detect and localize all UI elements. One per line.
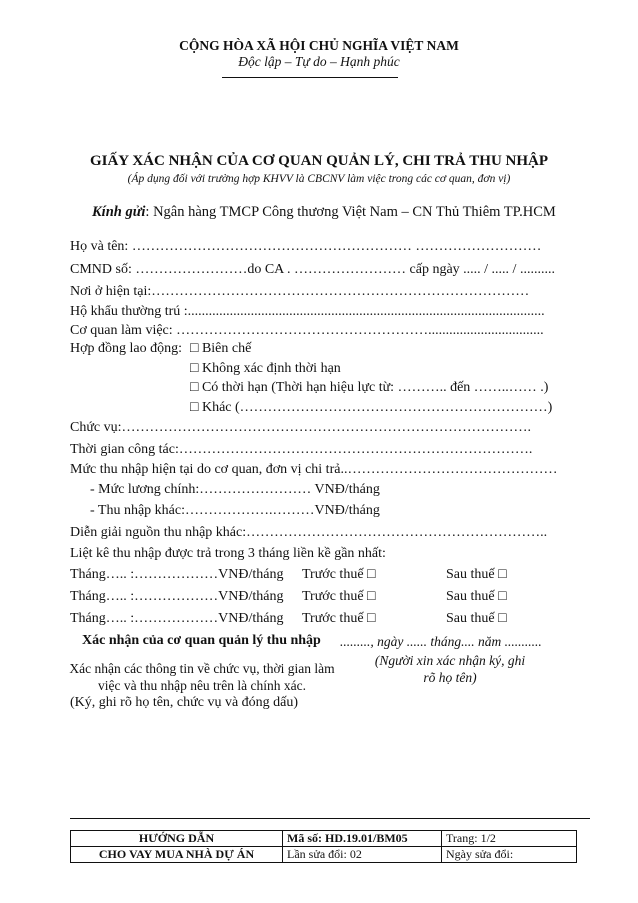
document-subtitle: (Áp dụng đối với trường hợp KHVV là CBCNV làm việc trong các cơ quan, đơn vị) bbox=[127, 173, 511, 185]
agency-signature-note: (Ký, ghi rõ họ tên, chức vụ và đóng dấu) bbox=[70, 695, 299, 710]
month-1: Tháng….. :………………VNĐ/tháng bbox=[70, 567, 284, 582]
footer-table bbox=[70, 830, 577, 863]
month-2-before-tax: Trước thuế □ bbox=[302, 589, 376, 604]
applicant-signature-note: (Người xin xác nhận ký, ghi rõ họ tên) bbox=[374, 653, 526, 685]
footer-row bbox=[71, 831, 577, 847]
month-1-before-tax: Trước thuế □ bbox=[302, 567, 376, 582]
contract-option-other: □ Khác (…………………………………………………………) bbox=[190, 400, 553, 415]
recipient-label: Kính gửi bbox=[92, 204, 146, 220]
applicant-date-line: ........., ngày ...... tháng.... năm ........... bbox=[340, 634, 542, 649]
agency-confirmation-text: Xác nhận các thông tin về chức vụ, thời gian làm việc và thu nhập nêu trên là chính xác. bbox=[69, 661, 335, 693]
contract-option-indefinite: □ Không xác định thời hạn bbox=[190, 361, 341, 376]
income-list-label: Liệt kê thu nhập được trả trong 3 tháng liền kề gần nhất: bbox=[70, 546, 386, 561]
month-3: Tháng….. :………………VNĐ/tháng bbox=[70, 611, 284, 626]
recipient-line bbox=[92, 204, 556, 221]
footer-code: Mã số: HD.19.01/BM05 bbox=[283, 831, 442, 847]
id-field: CMND số: ……………………do CA . …………………… cấp ngày ..... / ..... / .......... bbox=[70, 262, 555, 277]
income-current-field: Mức thu nhập hiện tại do cơ quan, đơn vị chi trả..……………………………………… bbox=[70, 462, 558, 477]
footer-divider bbox=[70, 818, 590, 819]
footer-page: Trang: 1/2 bbox=[442, 831, 577, 847]
salary-field: - Mức lương chính:…………………… VNĐ/tháng bbox=[90, 482, 380, 497]
contract-option-fixed-term: □ Có thời hạn (Thời hạn hiệu lực từ: ……….. đến ……..…… .) bbox=[190, 380, 549, 395]
agency-field: Cơ quan làm việc: ………………………………………………................................. bbox=[70, 323, 544, 338]
document-title: GIẤY XÁC NHẬN CỦA CƠ QUAN QUẢN LÝ, CHI TRẢ THU NHẬP bbox=[89, 153, 549, 169]
footer-row bbox=[71, 847, 577, 863]
motto: Độc lập – Tự do – Hạnh phúc bbox=[238, 54, 400, 69]
agency-confirmation-title: Xác nhận của cơ quan quản lý thu nhập bbox=[82, 633, 321, 648]
contract-option-permanent: □ Biên chế bbox=[190, 341, 252, 356]
contract-label: Hợp đồng lao động: bbox=[70, 341, 183, 356]
recipient-text: : Ngân hàng TMCP Công thương Việt Nam – CN Thủ Thiêm TP.HCM bbox=[145, 204, 556, 220]
footer-revision: Lần sửa đổi: 02 bbox=[283, 847, 442, 863]
residence-field: Nơi ở hiện tại:……………………………………………………………………… bbox=[70, 284, 530, 299]
footer-guide-label: HƯỚNG DẪN bbox=[71, 831, 283, 847]
month-2-after-tax: Sau thuế □ bbox=[446, 589, 507, 604]
month-2: Tháng….. :………………VNĐ/tháng bbox=[70, 589, 284, 604]
month-1-after-tax: Sau thuế □ bbox=[446, 567, 507, 582]
name-field: Họ và tên: …………………………………………………… ……………………… bbox=[70, 239, 542, 254]
footer-section-label: CHO VAY MUA NHÀ DỰ ÁN bbox=[71, 847, 283, 863]
nation-heading: CỘNG HÒA XÃ HỘI CHỦ NGHĨA VIỆT NAM bbox=[179, 38, 459, 53]
household-field: Hộ khẩu thường trú :...................................................................................................... bbox=[70, 304, 545, 319]
position-field: Chức vụ:……………………………………………………………………………. bbox=[70, 420, 532, 435]
footer-revision-date: Ngày sửa đổi: bbox=[442, 847, 577, 863]
month-3-after-tax: Sau thuế □ bbox=[446, 611, 507, 626]
work-time-field: Thời gian công tác:…………………………………………………………………. bbox=[70, 442, 533, 457]
other-income-field: - Thu nhập khác:……………….………VNĐ/tháng bbox=[90, 503, 380, 518]
income-source-field: Diễn giải nguồn thu nhập khác:……………………………………………………….. bbox=[70, 525, 548, 540]
motto-underline bbox=[222, 77, 398, 78]
month-3-before-tax: Trước thuế □ bbox=[302, 611, 376, 626]
